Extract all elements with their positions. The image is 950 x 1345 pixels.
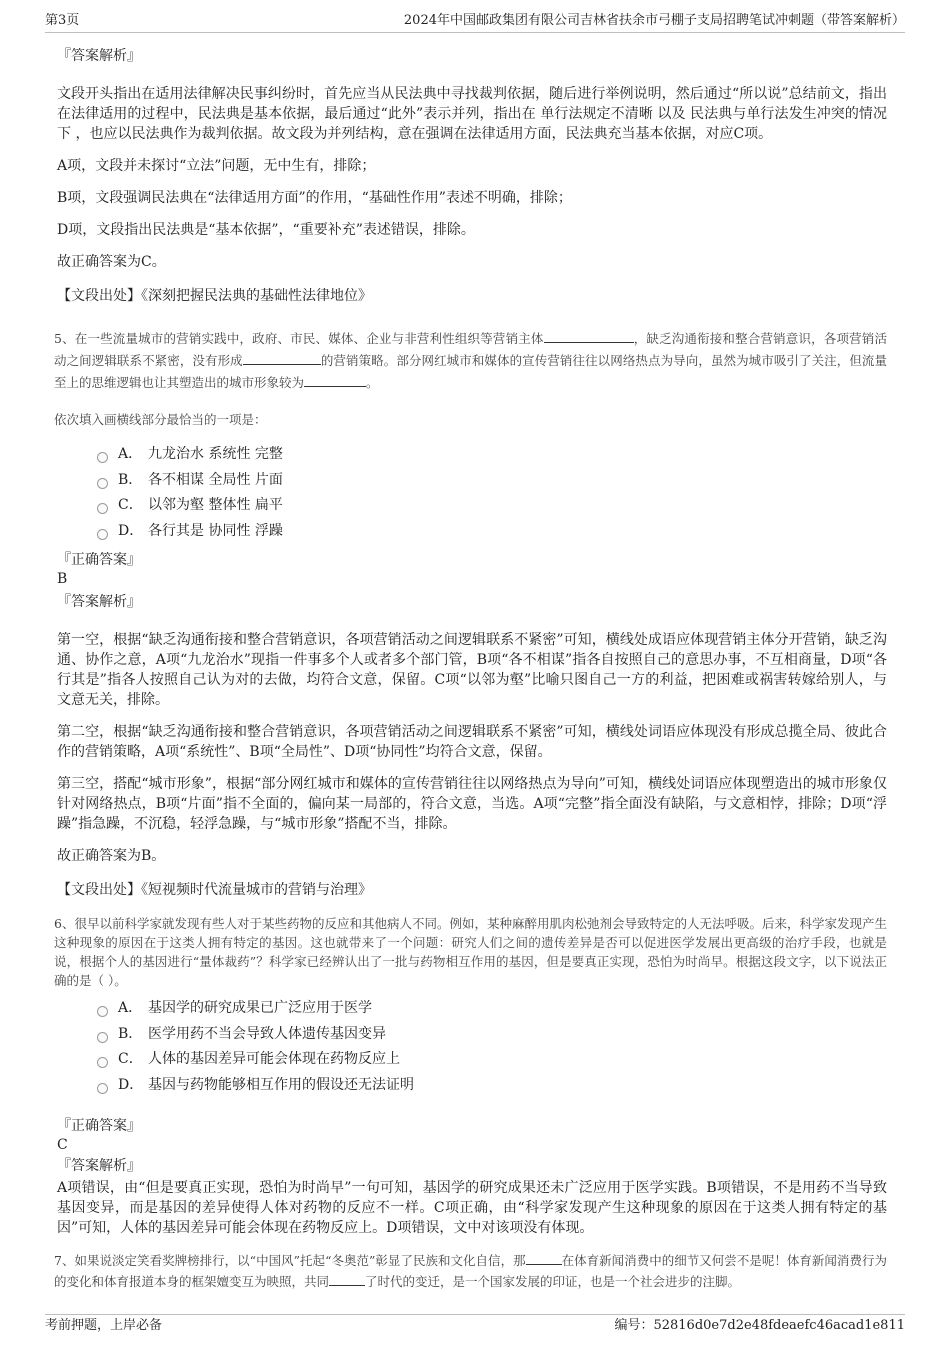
question-7-stem: 7、如果说淡定笑看奖牌榜排行，以“中国风”托起“冬奥范”彰显了民族和文化自信，那 在体育新闻消费中的细节又何尝不是呢！体育新闻消费行为的变化和体育报道本身的框架嬗变互为映照，共同 了时代的变迁，是一个国家发展的印证，也是一个社会进步的注脚。	[54, 1250, 887, 1292]
analysis-paragraph: 文段开头指出在适用法律解决民事纠纷时，首先应当从民法典中寻找裁判依据，随后进行举例说明，然后通过“所以说”总结前文，指出在法律适用的过程中，民法典是基本依据，最后通过“此外”表示并列，指出在 单行法规定不清晰 以及 民法典与单行法发生冲突的情况下 ，也应以民法典作为裁判依据。故文段为并列结构，意在强调在法律适用方面，民法典充当基本依据，对应C项。	[57, 86, 887, 142]
analysis-label: 『答案解析』	[57, 48, 141, 64]
fill-blank	[526, 1250, 562, 1265]
radio-icon[interactable]	[97, 1006, 108, 1017]
option-d[interactable]: D． 基因与药物能够相互作用的假设还无法证明	[97, 1073, 887, 1099]
correct-answer: C	[57, 1137, 68, 1153]
page-number: 第3页	[45, 13, 80, 28]
correct-answer: B	[57, 571, 68, 587]
footer-slogan: 考前押题，上岸必备	[45, 1318, 163, 1333]
passage-source: 【文段出处】《深刻把握民法典的基础性法律地位》	[57, 288, 372, 304]
analysis-paragraph: A项，文段并未探讨“立法”问题，无中生有，排除；	[57, 158, 376, 174]
option-c[interactable]: C． 人体的基因差异可能会体现在药物反应上	[97, 1047, 887, 1073]
analysis-paragraph: D项，文段指出民法典是“基本依据”，“重要补充”表述错误，排除。	[57, 222, 475, 238]
analysis-paragraph: 故正确答案为C。	[57, 254, 166, 270]
radio-icon[interactable]	[97, 452, 108, 463]
radio-icon[interactable]	[97, 529, 108, 540]
option-d[interactable]: D． 各行其是 协同性 浮躁	[97, 519, 887, 545]
option-a[interactable]: A． 基因学的研究成果已广泛应用于医学	[97, 996, 887, 1022]
document-title: 2024年中国邮政集团有限公司吉林省扶余市弓棚子支局招聘笔试冲刺题（带答案解析）	[403, 13, 905, 28]
correct-answer-label: 『正确答案』	[57, 1118, 141, 1134]
analysis-paragraph: 第二空，根据“缺乏沟通衔接和整合营销意识，各项营销活动之间逻辑联系不紧密”可知，横线处词语应体现没有形成总揽全局、彼此合作的营销策略，A项“系统性”、B项“全局性”、D项“协同性”均符合文意，保留。	[57, 724, 887, 760]
analysis-paragraph: B项，文段强调民法典在“法律适用方面”的作用，“基础性作用”表述不明确，排除；	[57, 190, 572, 206]
analysis-paragraph: A项错误，由“但是要真正实现，恐怕为时尚早”一句可知，基因学的研究成果还未广泛应用于医学实践。B项错误，不是用药不当导致基因变异，而是基因的差异使得人体对药物的反应不一样。C项正确，由“科学家发现产生这种现象的原因在于这类人拥有特定的基因”可知，人体的基因差异可能会体现在药物反应上。D项错误，文中对该项没有体现。	[57, 1180, 887, 1236]
passage-source: 【文段出处】《短视频时代流量城市的营销与治理》	[57, 882, 372, 898]
radio-icon[interactable]	[97, 503, 108, 514]
page-header	[45, 10, 905, 33]
option-c[interactable]: C． 以邻为壑 整体性 扁平	[97, 493, 887, 519]
document-content	[54, 40, 887, 1292]
correct-answer-label: 『正确答案』	[57, 552, 141, 568]
option-b[interactable]: B． 各不相谋 全局性 片面	[97, 468, 887, 494]
fill-blank	[544, 328, 634, 343]
question-6-options	[97, 996, 887, 1098]
question-5-stem: 5、在一些流量城市的营销实践中，政府、市民、媒体、企业与非营利性组织等营销主体 ，缺乏沟通衔接和整合营销意识，各项营销活动之间逻辑联系不紧密，没有形成 的营销策略。部分网红城市和媒体的宣传营销往往以网络热点为导向，虽然为城市吸引了关注，但流量至上的思维逻辑也让其塑造出的城市形象较为 。	[54, 328, 887, 394]
question-5-instruction: 依次填入画横线部分最恰当的一项是：	[54, 412, 267, 427]
analysis-label: 『答案解析』	[57, 594, 141, 610]
radio-icon[interactable]	[97, 478, 108, 489]
option-b[interactable]: B． 医学用药不当会导致人体遗传基因变异	[97, 1022, 887, 1048]
option-a[interactable]: A． 九龙治水 系统性 完整	[97, 442, 887, 468]
fill-blank	[243, 350, 321, 365]
analysis-paragraph: 故正确答案为B。	[57, 848, 166, 864]
radio-icon[interactable]	[97, 1057, 108, 1068]
radio-icon[interactable]	[97, 1083, 108, 1094]
analysis-label: 『答案解析』	[57, 1158, 141, 1174]
fill-blank	[304, 372, 366, 387]
radio-icon[interactable]	[97, 1032, 108, 1043]
analysis-paragraph: 第一空，根据“缺乏沟通衔接和整合营销意识，各项营销活动之间逻辑联系不紧密”可知，横线处成语应体现营销主体分开营销，缺乏沟通、协作之意，A项“九龙治水”现指一件事多个人或者多个部门管，B项“各不相谋”指各自按照自己的意思办事，不互相商量，D项“各行其是”指各人按照自己认为对的去做，均符合文意，保留。C项“以邻为壑”比喻只图自己一方的利益，把困难或祸害转嫁给别人，与文意无关，排除。	[57, 632, 887, 708]
question-6-stem: 6、很早以前科学家就发现有些人对于某些药物的反应和其他病人不同。例如，某种麻醉用肌肉松弛剂会导致特定的人无法呼吸。后来，科学家发现产生这种现象的原因在于这类人拥有特定的基因。这也就带来了一个问题：研究人们之间的遗传差异是否可以促进医学发展出更高级的治疗手段，也就是说，根据个人的基因进行“量体裁药”？科学家已经辨认出了一批与药物相互作用的基因，但是要真正实现，恐怕为时尚早。根据这段文字，以下说法正确的是（ ）。	[54, 916, 887, 988]
analysis-paragraph: 第三空，搭配“城市形象”，根据“部分网红城市和媒体的宣传营销往往以网络热点为导向”可知，横线处词语应体现塑造出的城市形象仅针对网络热点，B项“片面”指不全面的，偏向某一局部的，符合文意，当选。A项“完整”指全面没有缺陷，与文意相悖，排除；D项“浮躁”指急躁，不沉稳，轻浮急躁，与“城市形象”搭配不当，排除。	[57, 776, 887, 832]
question-5-options	[97, 442, 887, 544]
document-id: 编号：52816d0e7d2e48fdeaefc46acad1e811	[614, 1318, 905, 1333]
page-footer	[45, 1314, 905, 1337]
fill-blank	[329, 1271, 365, 1286]
